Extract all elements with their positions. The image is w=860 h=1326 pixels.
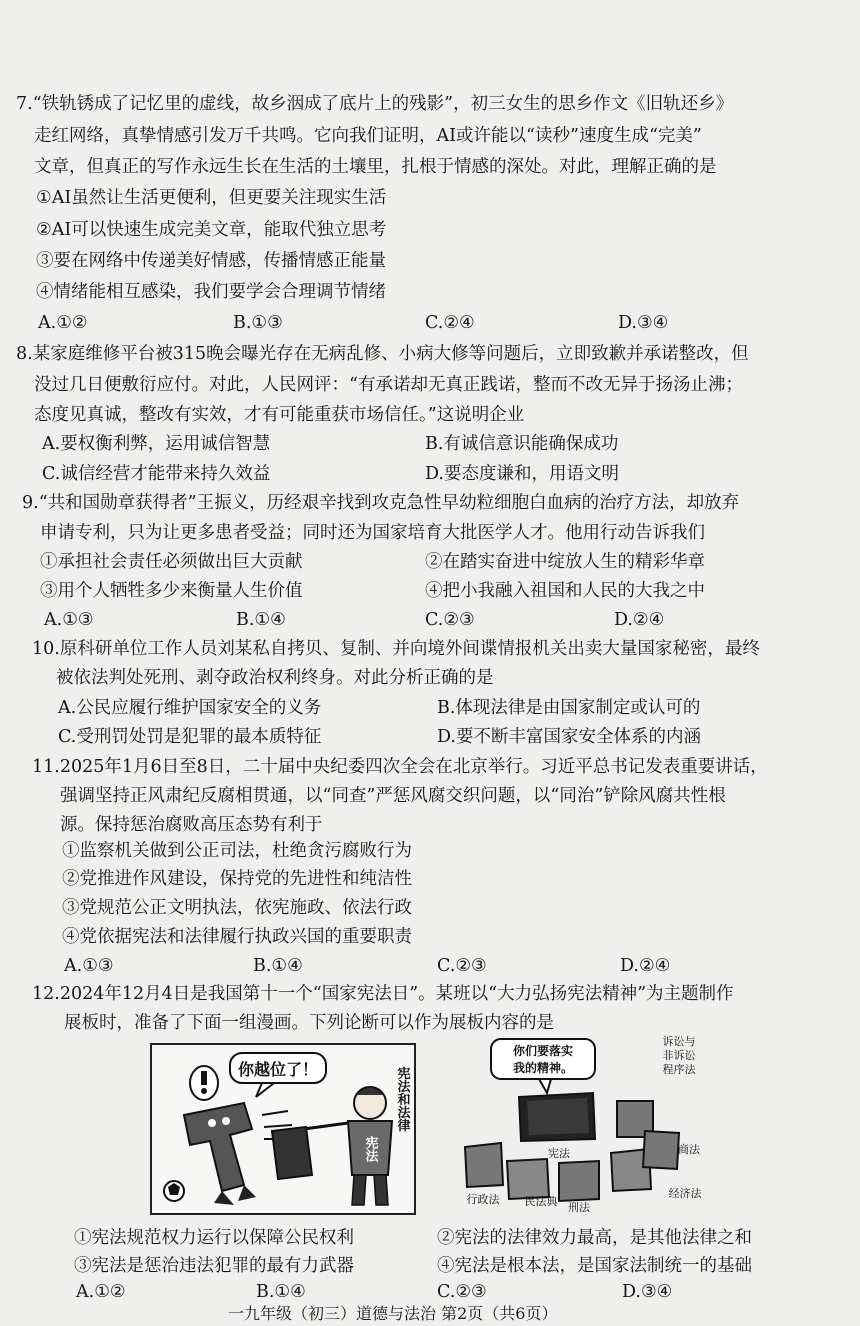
q7-item-1: ①AI虽然让生活更便利，但更要关注现实生活 [36, 188, 387, 208]
page-footer: 一九年级（初三）道德与法治 第2页（共6页） [228, 1304, 558, 1323]
cartoon2-label-2: 非诉讼 [662, 1049, 696, 1062]
q9-item-2: ②在踏实奋进中绽放人生的精彩华章 [425, 552, 705, 572]
q11-item-3: ③党规范公正文明执法，依宪施政、依法行政 [62, 898, 412, 918]
q10-option-a: A.公民应履行维护国家安全的义务 [58, 698, 322, 718]
q8-stem-line-2: 没过几日便敷衍应付。对此，人民网评：“有承诺却无真正践诺，整而不改无异于扬汤止沸； [34, 375, 743, 395]
q12-item-4: ④宪法是根本法，是国家法制统一的基础 [437, 1256, 752, 1276]
cartoon2-label-5: 经济法 [668, 1187, 702, 1200]
cartoon2-label-7: 民法典 [524, 1195, 558, 1208]
q7-stem-line-3: 文章，但真正的写作永远生长在生活的土壤里，扎根于情感的深处。对此，理解正确的是 [34, 157, 717, 177]
q7-item-3: ③要在网络中传递美好情感，传播情感正能量 [36, 251, 386, 271]
cartoon-offside [150, 1043, 416, 1215]
q10-option-c: C.受刑罚处罚是犯罪的最本质特征 [58, 727, 322, 747]
q9-stem-line-1: 9.“共和国勋章获得者”王振义，历经艰辛找到攻克急性早幼粒细胞白血病的治疗方法，却放弃 [22, 493, 740, 513]
q7-item-4: ④情绪能相互感染，我们要学会合理调节情绪 [36, 282, 386, 302]
q7-stem-line-2: 走红网络，真挚情感引发万千共鸣。它向我们证明，AI或许能以“读秒”速度生成“完美” [34, 126, 702, 146]
q11-option-b: B.①④ [253, 956, 303, 976]
q11-option-c: C.②③ [437, 956, 487, 976]
q10-option-d: D.要不断丰富国家安全体系的内涵 [437, 727, 701, 747]
q8-stem-line-1: 8.某家庭维修平台被315晚会曝光存在无病乱修、小病大修等问题后，立即致歉并承诺整改，但 [16, 344, 749, 364]
q9-stem-line-2: 申请专利，只为让更多患者受益；同时还为国家培育大批医学人才。他用行动告诉我们 [40, 523, 705, 543]
q12-option-c: C.②③ [437, 1282, 487, 1302]
cartoon2-label-8: 行政法 [466, 1193, 500, 1206]
q12-option-a: A.①② [76, 1282, 126, 1302]
q9-option-b: B.①④ [236, 610, 286, 630]
q9-option-c: C.②③ [425, 610, 475, 630]
q7-option-b: B.①③ [233, 313, 283, 333]
q9-option-a: A.①③ [44, 610, 94, 630]
q10-option-b: B.体现法律是由国家制定或认可的 [437, 698, 701, 718]
q11-stem-line-2: 强调坚持正风肃纪反腐相贯通，以“同查”严惩风腐交织问题，以“同治”铲除风腐共性根 [60, 786, 726, 806]
cartoon1-flag-label: 宪法和法律 [394, 1066, 410, 1132]
q12-stem-line-2: 展板时，准备了下面一组漫画。下列论断可以作为展板内容的是 [64, 1013, 554, 1033]
q12-stem-line-1: 12.2024年12月4日是我国第十一个“国家宪法日”。某班以“大力弘扬宪法精神”为主题制作 [32, 984, 734, 1004]
q11-item-1: ①监察机关做到公正司法，杜绝贪污腐败行为 [62, 841, 412, 861]
q7-option-d: D.③④ [618, 313, 669, 333]
q12-item-3: ③宪法是惩治违法犯罪的最有力武器 [74, 1256, 354, 1276]
q7-item-2: ②AI可以快速生成完美文章，能取代独立思考 [36, 220, 387, 240]
cartoon2-speech-line-2: 我的精神。 [512, 1061, 574, 1075]
cartoon2-label-3: 程序法 [662, 1063, 696, 1076]
q7-option-c: C.②④ [425, 313, 475, 333]
q12-item-2: ②宪法的法律效力最高，是其他法律之和 [437, 1228, 752, 1248]
cartoon2-center-label: 宪法 [548, 1147, 570, 1160]
cartoon2-label-4: 商法 [678, 1143, 700, 1156]
q11-item-2: ②党推进作风建设，保持党的先进性和纯洁性 [62, 869, 412, 889]
q12-item-1: ①宪法规范权力运行以保障公民权利 [74, 1228, 354, 1248]
q9-item-1: ①承担社会责任必须做出巨大贡献 [40, 552, 303, 572]
q10-stem-line-1: 10.原科研单位工作人员刘某私自拷贝、复制、并向境外间谍情报机关出卖大量国家秘密，最终 [32, 639, 760, 659]
q11-stem-line-1: 11.2025年1月6日至8日，二十届中央纪委四次全会在北京举行。习近平总书记发表重要讲话， [32, 757, 768, 777]
q11-stem-line-3: 源。保持惩治腐败高压态势有利于 [60, 815, 323, 835]
q8-option-a: A.要权衡利弊，运用诚信智慧 [42, 434, 271, 454]
q12-option-d: D.③④ [622, 1282, 673, 1302]
q12-option-b: B.①④ [256, 1282, 306, 1302]
q8-option-c: C.诚信经营才能带来持久效益 [42, 464, 271, 484]
q9-item-3: ③用个人牺牲多少来衡量人生价值 [40, 581, 303, 601]
q8-stem-line-3: 态度见真诚，整改有实效，才有可能重获市场信任。”这说明企业 [34, 405, 525, 425]
q10-stem-line-2: 被依法判处死刑、剥夺政治权利终身。对此分析正确的是 [56, 668, 494, 688]
cartoon2-label-1: 诉讼与 [662, 1035, 696, 1048]
cartoon2-speech-line-1: 你们要落实 [512, 1044, 574, 1058]
cartoon-constitution-laws [455, 1035, 717, 1213]
q8-option-b: B.有诚信意识能确保成功 [425, 434, 619, 454]
q11-option-a: A.①③ [64, 956, 114, 976]
q7-stem-line-1: 7.“铁轨锈成了记忆里的虚线，故乡洇成了底片上的残影”，初三女生的思乡作文《旧轨还乡》 [16, 94, 734, 114]
cartoon1-speech: 你越位了！ [237, 1060, 319, 1079]
q9-option-d: D.②④ [614, 610, 665, 630]
q11-item-4: ④党依据宪法和法律履行执政兴国的重要职责 [62, 927, 412, 947]
q7-option-a: A.①② [38, 313, 88, 333]
q11-option-d: D.②④ [620, 956, 671, 976]
cartoon2-label-6: 刑法 [568, 1201, 590, 1213]
q8-option-d: D.要态度谦和，用语文明 [425, 464, 619, 484]
q9-item-4: ④把小我融入祖国和人民的大我之中 [425, 581, 705, 601]
cartoon1-shirt: 宪法 [362, 1136, 378, 1162]
